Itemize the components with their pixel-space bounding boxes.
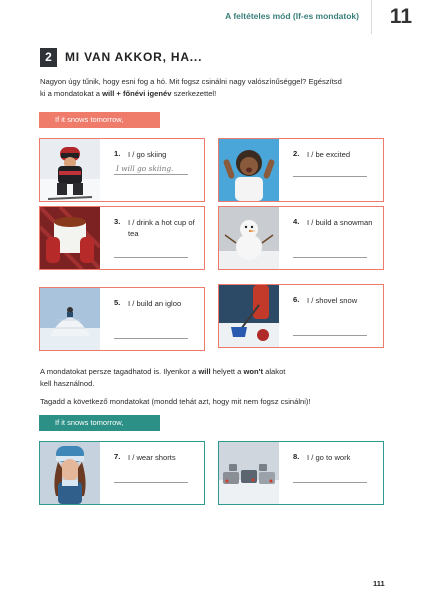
answer-line[interactable] <box>114 174 188 175</box>
item-prompt: I / be excited <box>307 150 351 159</box>
item-number: 5. <box>114 298 121 307</box>
answer-line[interactable] <box>114 482 188 483</box>
exercise-card-8 <box>218 441 384 505</box>
item-number: 7. <box>114 452 121 461</box>
exercise-card-3 <box>39 206 205 270</box>
negation-bold: will <box>198 367 211 376</box>
traffic-in-snow-photo <box>219 442 279 504</box>
item-answer[interactable]: I will go skiing. <box>116 164 174 173</box>
exercise-card-1 <box>39 138 205 202</box>
item-prompt: I / build a snowman <box>307 218 373 227</box>
instructions <box>40 76 390 100</box>
item-prompt: I / build an igloo <box>128 299 182 308</box>
item-prompt: I / wear shorts <box>128 453 176 462</box>
exercise-card-4 <box>218 206 384 270</box>
answer-line[interactable] <box>293 335 367 336</box>
instructions-line-2 <box>40 88 390 100</box>
exercise-card-7 <box>39 441 205 505</box>
negation-line-1 <box>40 366 390 378</box>
negation-instructions <box>40 366 390 408</box>
item-number: 4. <box>293 217 300 226</box>
tea-cup-photo <box>40 207 100 269</box>
condition-banner-2: If it snows tomorrow, <box>39 415 160 431</box>
igloo-photo <box>40 288 100 350</box>
exercise-title: MI VAN AKKOR, HA... <box>65 50 203 64</box>
negation-text: A mondatokat persze tagadhatod is. Ilyenkor a <box>40 367 199 376</box>
instructions-line-1: Nagyon úgy tűnik, hogy esni fog a hó. Mit fogsz csinálni nagy valószínűséggel? Egészítsd <box>40 77 342 86</box>
answer-line[interactable] <box>293 482 367 483</box>
item-prompt: I / go skiing <box>128 150 167 159</box>
item-prompt: I / shovel snow <box>307 296 358 305</box>
item-number: 3. <box>114 217 121 226</box>
snowman-photo <box>219 207 279 269</box>
girl-in-winter-hat-photo <box>40 442 100 504</box>
chapter-tab <box>371 0 427 34</box>
exercise-card-6 <box>218 284 384 348</box>
item-number: 6. <box>293 295 300 304</box>
instructions-text: szerkezettel! <box>171 89 217 98</box>
skier-photo <box>40 139 100 201</box>
instructions-text: ki a mondatokat a <box>40 89 103 98</box>
item-number: 2. <box>293 149 300 158</box>
answer-line[interactable] <box>114 338 188 339</box>
negation-text: helyett a <box>210 367 244 376</box>
item-prompt: I / go to work <box>307 453 351 462</box>
negation-line-3: Tagadd a következő mondatokat (mondd tehát azt, hogy mit nem fogsz csinálni)! <box>40 397 311 406</box>
answer-line[interactable] <box>293 257 367 258</box>
negation-line-2: kell használnod. <box>40 379 95 388</box>
exercise-card-2 <box>218 138 384 202</box>
page-header <box>0 0 427 34</box>
item-number: 1. <box>114 149 121 158</box>
chapter-title: A feltételes mód (If-es mondatok) <box>225 11 359 21</box>
snow-shovel-photo <box>219 285 279 347</box>
negation-bold: won't <box>243 367 264 376</box>
instructions-bold: will + főnévi igenév <box>102 89 172 98</box>
chapter-number: 11 <box>389 5 412 28</box>
exercise-number: 2 <box>40 48 57 67</box>
exercise-card-5 <box>39 287 205 351</box>
answer-line[interactable] <box>293 176 367 177</box>
item-prompt: I / drink a hot cup of tea <box>128 218 195 238</box>
negation-text: alakot <box>263 367 286 376</box>
answer-line[interactable] <box>114 257 188 258</box>
item-number: 8. <box>293 452 300 461</box>
condition-banner-1: If it snows tomorrow, <box>39 112 160 128</box>
excited-child-photo <box>219 139 279 201</box>
page-number: 111 <box>373 579 385 588</box>
